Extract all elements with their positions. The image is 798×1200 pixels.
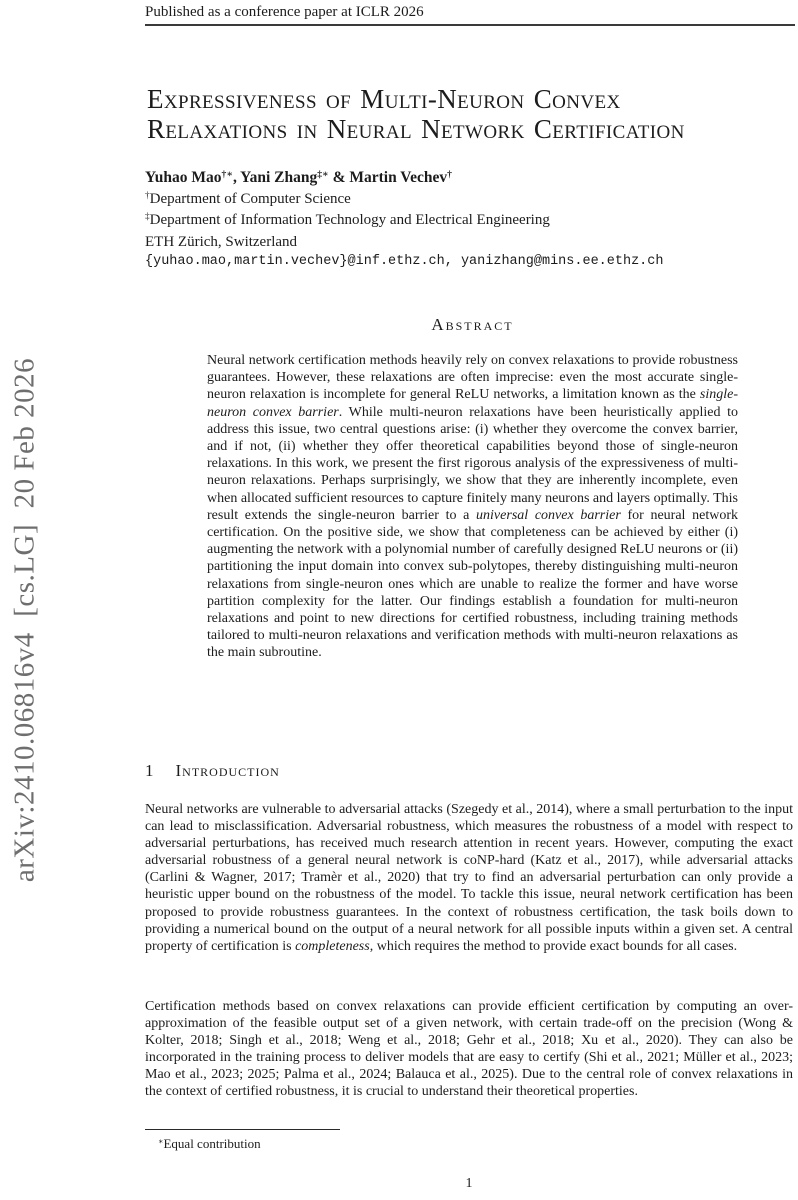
arxiv-identifier-strip: arXiv:2410.06816v4 [cs.LG] 20 Feb 2026 [8,357,41,883]
section-number: 1 [145,761,154,780]
header-rule [145,24,795,26]
paper-title-line-2: Relaxations in Neural Network Certification [147,114,685,144]
author-emails: {yuhao.mao,martin.vechev}@inf.ethz.ch, yanizhang@mins.ee.ethz.ch [145,254,664,269]
section-title: Introduction [175,761,280,780]
equal-contribution-footnote: ∗Equal contribution [158,1136,261,1151]
page-number: 1 [465,1176,473,1191]
affiliation-itee: ‡Department of Information Technology and Electrical Engineering [145,212,550,228]
authors-block [145,168,795,272]
paper-title [147,84,797,144]
abstract-heading: Abstract [431,315,514,334]
paper-title-line-1: Expressiveness of Multi-Neuron Convex [147,84,621,114]
abstract-body: Neural network certification methods heavily rely on convex relaxations to provide robustness guarantees. However, these relaxations are often imprecise: even the most accurate single-neuron relaxation is incomplete for general ReLU networks, a limitation known as the single-neuron convex barrier. While multi-neuron relaxations have been heuristically applied to address this issue, two central questions arise: (i) whether they overcome the convex barrier, and if not, (ii) whether they offer theoretical capabilities beyond those of single-neuron relaxations. In this work, we present the first rigorous analysis of the expressiveness of multi-neuron relaxations. Perhaps surprisingly, we show that they are inherently incomplete, even when allocated sufficient resources to capture finitely many neurons and layers optimally. This result extends the single-neuron barrier to a universal convex barrier for neural network certification. On the positive side, we show that completeness can be achieved by either (i) augmenting the network with a polynomial number of carefully designed ReLU neurons or (ii) partitioning the input domain into convex sub-polytopes, thereby distinguishing multi-neuron relaxations from single-neuron ones which are unable to realize the former and have worse partition complexity for the latter. Our findings establish a foundation for multi-neuron relaxations and point to new directions for certified robustness, including training methods tailored to multi-neuron relaxations and verification methods with multi-neuron relaxations as the main subroutine. [207,353,738,661]
introduction-paragraph-1: Neural networks are vulnerable to adversarial attacks (Szegedy et al., 2014), where a small perturbation to the input can lead to misclassification. Adversarial robustness, which measures the robustness of a model with respect to adversarial perturbations, has received much research attention in recent years. However, computing the exact adversarial robustness of a general neural network is coNP-hard (Katz et al., 2017), while adversarial attacks (Carlini & Wagner, 2017; Tramèr et al., 2020) that try to find an adversarial perturbation can only provide a heuristic upper bound on the robustness of the model. To tackle this issue, neural network certification has been proposed to provide robustness guarantees. In the context of robustness certification, the task boils down to providing a numerical bound on the output of a neural network for all possible inputs within a given set. A central property of certification is completeness, which requires the method to provide exact bounds for all cases. [145,802,793,954]
affiliation-computer-science: †Department of Computer Science [145,190,351,207]
introduction-paragraph-2: Certification methods based on convex relaxations can provide efficient certification by computing an over-approximation of the feasible output set of a given network, with certain trade-off on the precision (Wong & Kolter, 2018; Singh et al., 2018; Weng et al., 2018; Gehr et al., 2018; Xu et al., 2020). They can also be incorporated in the training process to deliver models that are easy to certify (Shi et al., 2021; Müller et al., 2023; Mao et al., 2023; 2025; Palma et al., 2024; Balauca et al., 2025). Due to the central role of convex relaxations in the context of certified robustness, it is crucial to understand their theoretical properties. [145,999,793,1100]
author-names: Yuhao Mao†∗, Yani Zhang‡∗ & Martin Vechev† [145,169,452,186]
footnote-rule [145,1129,340,1130]
affiliation-institution: ETH Zürich, Switzerland [145,233,298,250]
conference-header: Published as a conference paper at ICLR 2026 [145,4,424,20]
section-heading-introduction [145,761,795,781]
